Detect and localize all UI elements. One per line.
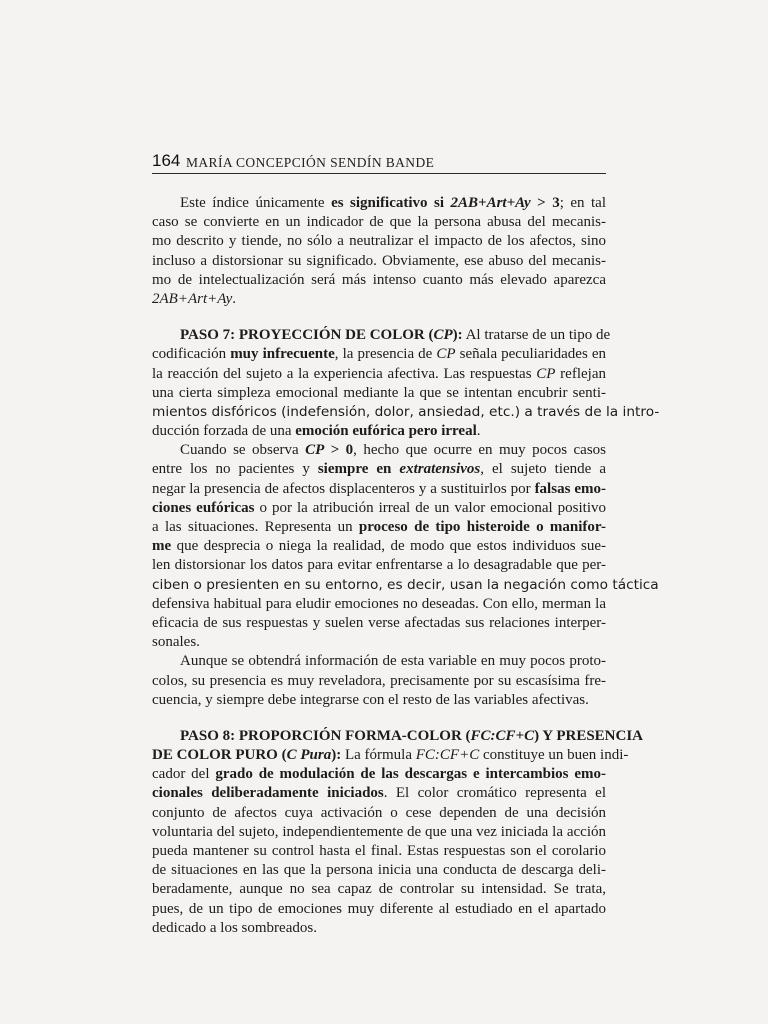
text-run: , la presencia de: [334, 346, 437, 363]
text-line: [152, 614, 606, 633]
text-run: , hecho que ocurre en muy pocos casos: [353, 442, 606, 459]
text-run: CP: [433, 327, 453, 344]
text-line: [152, 365, 606, 384]
text-run: caso se convierte en un indicador de que la persona abusa del mecanis-: [152, 214, 606, 231]
text-run: cionales deliberadamente iniciados: [152, 785, 384, 802]
text-run: reflejan: [555, 365, 606, 382]
text-line: [152, 213, 606, 232]
text-line: [152, 880, 606, 899]
text-line: [152, 499, 606, 518]
text-line: [152, 576, 659, 595]
text-line: [152, 441, 606, 460]
text-run: PASO 8: PROPORCIÓN FORMA-COLOR (: [180, 727, 471, 744]
text-run: codificación: [152, 346, 231, 363]
text-run: ciben o presienten en su entorno, es decir, usan la negación como táctica: [152, 576, 659, 593]
text-run: o por la atribución irreal de un valor emocional positivo: [254, 499, 606, 516]
text-run: de situaciones en las que la persona inicia una conducta de descarga deli-: [152, 862, 606, 879]
text-run: siempre en: [317, 461, 400, 478]
text-line: [152, 672, 606, 691]
text-run: . El color cromático representa el: [383, 785, 606, 802]
text-run: , el sujeto tiende a: [480, 461, 606, 478]
text-line: [152, 633, 606, 652]
text-run: .: [476, 423, 481, 440]
text-run: que desprecia o niega la realidad, de modo que estos individuos sue-: [171, 538, 606, 555]
text-line: [152, 765, 606, 784]
text-line: [152, 652, 606, 671]
text-run: señala peculiaridades en: [455, 346, 606, 363]
text-run: mo descrito y tiende, no sólo a neutralizar el impacto de los afectos, sino: [152, 233, 606, 250]
text-run: entre los no pacientes y: [152, 461, 318, 478]
text-run: a las situaciones. Representa un: [152, 519, 359, 535]
text-line: [152, 232, 606, 251]
text-line: [152, 194, 606, 213]
page-body: [152, 194, 660, 938]
text-line: [152, 595, 606, 614]
text-run: la reacción del sujeto a la experiencia afectiva. Las respuestas: [152, 365, 537, 382]
text-line: [152, 422, 606, 441]
text-run: FC:CF+C: [415, 747, 480, 764]
text-run: DE COLOR PURO (: [152, 747, 287, 764]
text-run: dedicado a los sombreados.: [152, 919, 317, 936]
text-run: eficacia de sus respuestas y suelen verse afectadas sus relaciones interper-: [152, 614, 606, 631]
text-line: [152, 537, 606, 556]
text-line: [152, 746, 629, 765]
text-run: C Pura: [286, 747, 332, 764]
text-run: ):: [331, 747, 342, 764]
text-run: ; en tal: [559, 195, 606, 211]
text-line: [152, 804, 606, 823]
text-run: sonales.: [152, 634, 200, 651]
intro-paragraph: [152, 194, 606, 309]
text-line: [152, 727, 644, 746]
text-run: 2AB+Art+Ay: [152, 290, 233, 307]
text-line: [152, 403, 660, 422]
text-line: [152, 518, 606, 537]
text-run: cuencia, y siempre debe integrarse con el resto de las variables afectivas.: [152, 691, 589, 708]
text-run: PASO 7: PROYECCIÓN DE COLOR (: [180, 327, 434, 344]
text-line: [152, 271, 606, 290]
text-line: [152, 384, 606, 403]
paso-8-paragraph: [152, 727, 644, 938]
text-run: pues, de un tipo de emociones muy diferente al estudiado en el apartado: [152, 900, 606, 917]
text-run: > 3: [530, 195, 560, 211]
text-run: me: [152, 538, 172, 555]
text-run: defensiva habitual para eludir emociones no deseadas. Con ello, merman la: [152, 595, 606, 612]
text-run: es significativo si: [331, 195, 451, 211]
page-header: [152, 151, 606, 174]
text-run: Cuando se observa: [180, 442, 306, 459]
text-run: extratensivos: [399, 461, 481, 478]
text-line: [152, 919, 606, 938]
text-run: CP: [305, 442, 325, 459]
text-line: [152, 784, 606, 803]
text-run: ducción forzada de una: [152, 423, 296, 440]
text-run: CP: [436, 346, 456, 363]
text-run: ciones eufóricas: [152, 499, 255, 516]
text-run: cador del: [152, 766, 216, 783]
paso-7-closing-paragraph: [152, 652, 606, 710]
text-run: voluntaria del sujeto, independientemente de que una vez iniciada la acción: [152, 823, 606, 840]
text-run: grado de modulación de las descargas e intercambios emo-: [215, 766, 606, 783]
text-line: [152, 252, 606, 271]
text-run: pueda mantener su control hasta el final. Estas respuestas son el corolario: [152, 843, 606, 859]
text-line: [152, 290, 606, 309]
text-line: [152, 460, 606, 479]
text-run: .: [232, 290, 236, 307]
text-line: [152, 345, 606, 364]
paso-7-paragraph: [152, 326, 660, 441]
text-run: mo de intelectualización será más intenso cuanto más elevado aparezca: [152, 271, 606, 288]
text-run: muy infrecuente: [230, 346, 335, 363]
text-run: CP: [536, 365, 556, 382]
text-run: mientos disfóricos (indefensión, dolor, ansiedad, etc.) a través de la intro-: [152, 403, 660, 420]
text-run: conjunto de afectos cuya activación o cese dependen de una decisión: [152, 804, 606, 821]
text-run: Al tratarse de un tipo de: [462, 327, 611, 344]
text-run: proceso de tipo histeroide o manifor-: [358, 519, 606, 535]
text-line: [152, 861, 606, 880]
text-run: emoción eufórica pero irreal: [295, 423, 477, 440]
text-line: [152, 842, 606, 861]
text-run: incluso a distorsionar su significado. Obviamente, ese abuso del mecanis-: [152, 252, 606, 269]
text-line: [152, 691, 606, 710]
running-head: MARÍA CONCEPCIÓN SENDÍN BANDE: [186, 155, 435, 170]
text-run: Aunque se obtendrá información de esta variable en muy pocos proto-: [180, 653, 606, 670]
text-run: ):: [452, 327, 463, 344]
text-run: negar la presencia de afectos displacenteros y a sustituirlos por: [152, 480, 535, 497]
text-run: len distorsionar los datos para evitar enfrentarse a lo desagradable que per-: [152, 557, 606, 574]
text-line: [152, 326, 611, 345]
text-run: ) Y PRESENCIA: [534, 727, 644, 744]
page-number: 164: [152, 151, 181, 170]
text-run: falsas emo-: [534, 480, 606, 497]
paso-7-continuation-paragraph: [152, 441, 659, 652]
text-line: [152, 556, 606, 575]
text-line: [152, 823, 606, 842]
text-run: FC:CF+C: [470, 727, 535, 744]
text-run: beradamente, aunque no sea capaz de controlar su intensidad. Se trata,: [152, 881, 606, 898]
text-run: colos, su presencia es muy reveladora, precisamente por su escasísima fre-: [152, 672, 606, 689]
text-run: La fórmula: [341, 747, 416, 764]
text-run: Este índice únicamente: [180, 195, 332, 211]
text-run: constituye un buen indi-: [479, 747, 629, 764]
text-line: [152, 480, 606, 499]
text-run: una cierta simpleza emocional mediante la que se intentan encubrir senti-: [152, 384, 606, 401]
text-line: [152, 900, 606, 919]
text-run: 2AB+Art+Ay: [450, 195, 531, 211]
text-run: > 0: [324, 442, 354, 459]
